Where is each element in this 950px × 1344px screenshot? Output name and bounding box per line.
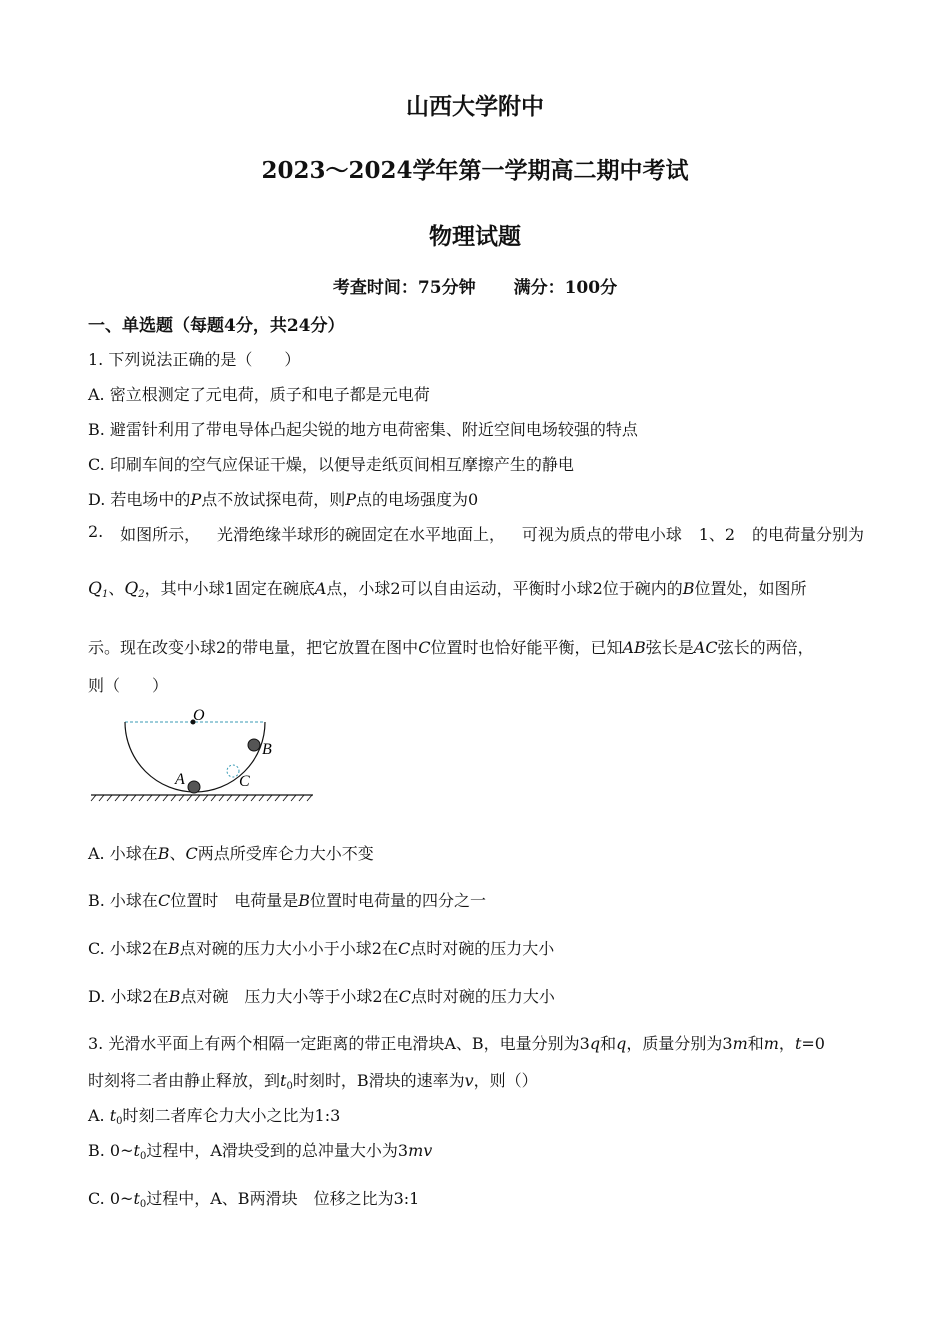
ground-hatching: [91, 795, 312, 801]
score-label: 满分：100分: [513, 278, 618, 298]
charge-q1: $Q_1$: [88, 579, 109, 600]
q2-stem-line4: 则（ ）: [88, 676, 169, 695]
q2-option-b: B. 小球在C位置时 电荷量是B位置时电荷量的四分之一: [88, 891, 486, 910]
ball-a: [188, 781, 200, 793]
exam-title: 2023～2024学年第一学期高二期中考试: [261, 157, 689, 184]
bowl-figure: [88, 700, 318, 810]
q2-stem-line1: 2. 如图所示， 光滑绝缘半球形的碗固定在水平地面上， 可视为质点的带电小球 1、2 的电荷量分别为: [88, 522, 864, 544]
label-b: B: [262, 741, 272, 758]
subject-title: 物理试题: [429, 223, 521, 250]
exam-info: [0, 273, 950, 298]
q3-stem-line2: 时刻将二者由静止释放，到$t_0$时刻时，B滑块的速率为v，则（）: [88, 1071, 538, 1092]
q2-option-d: D. 小球2在B点对碗 压力大小等于小球2在C点时对碗的压力大小: [88, 987, 555, 1006]
q1-option-c: C. 印刷车间的空气应保证干燥，以便导走纸页间相互摩擦产生的静电: [88, 455, 574, 474]
q3-stem-line1: 3. 光滑水平面上有两个相隔一定距离的带正电滑块A、B，电量分别为3q和q，质量分别为3m和m，t=0: [88, 1034, 825, 1053]
q2-option-c: C. 小球2在B点对碗的压力大小小于小球2在C点时对碗的压力大小: [88, 939, 555, 958]
q3-option-b: B. $0\sim t_0$过程中，A滑块受到的总冲量大小为3mv: [88, 1141, 433, 1162]
ball-c-dashed: [227, 765, 239, 777]
q1-option-b: B. 避雷针利用了带电导体凸起尖锐的地方电荷密集、附近空间电场较强的特点: [88, 420, 638, 439]
q3-option-a: A. $t_0$时刻二者库仑力大小之比为1:3: [88, 1106, 341, 1127]
q1-option-a: A. 密立根测定了元电荷，质子和电子都是元电荷: [88, 385, 430, 404]
q3-option-c: C. $0\sim t_0$过程中，A、B两滑块 位移之比为3:1: [88, 1189, 420, 1210]
section-heading: 一、单选题（每题4分，共24分）: [88, 316, 345, 336]
charge-q2: $Q_2$: [124, 579, 145, 600]
label-c: C: [239, 773, 250, 790]
label-o: O: [193, 707, 205, 724]
ball-b: [248, 739, 260, 751]
label-a: A: [175, 771, 185, 788]
time-label: 考查时间：75分钟: [332, 278, 476, 298]
school-title: 山西大学附中: [406, 93, 544, 120]
q2-stem-line2: $Q_1$、$Q_2$，其中小球1固定在碗底A点，小球2可以自由运动，平衡时小球2位于碗内的B位置处，如图所: [88, 579, 807, 600]
q1-stem: 1. 下列说法正确的是（ ）: [88, 350, 301, 369]
q2-stem-line3: 示。现在改变小球2的带电量，把它放置在图中C位置时也恰好能平衡，已知AB弦长是AC弦长的两倍，: [88, 638, 814, 657]
q1-option-d: D. 若电场中的P点不放试探电荷，则P点的电场强度为0: [88, 490, 479, 509]
q2-option-a: A. 小球在B、C两点所受库仑力大小不变: [88, 844, 374, 863]
